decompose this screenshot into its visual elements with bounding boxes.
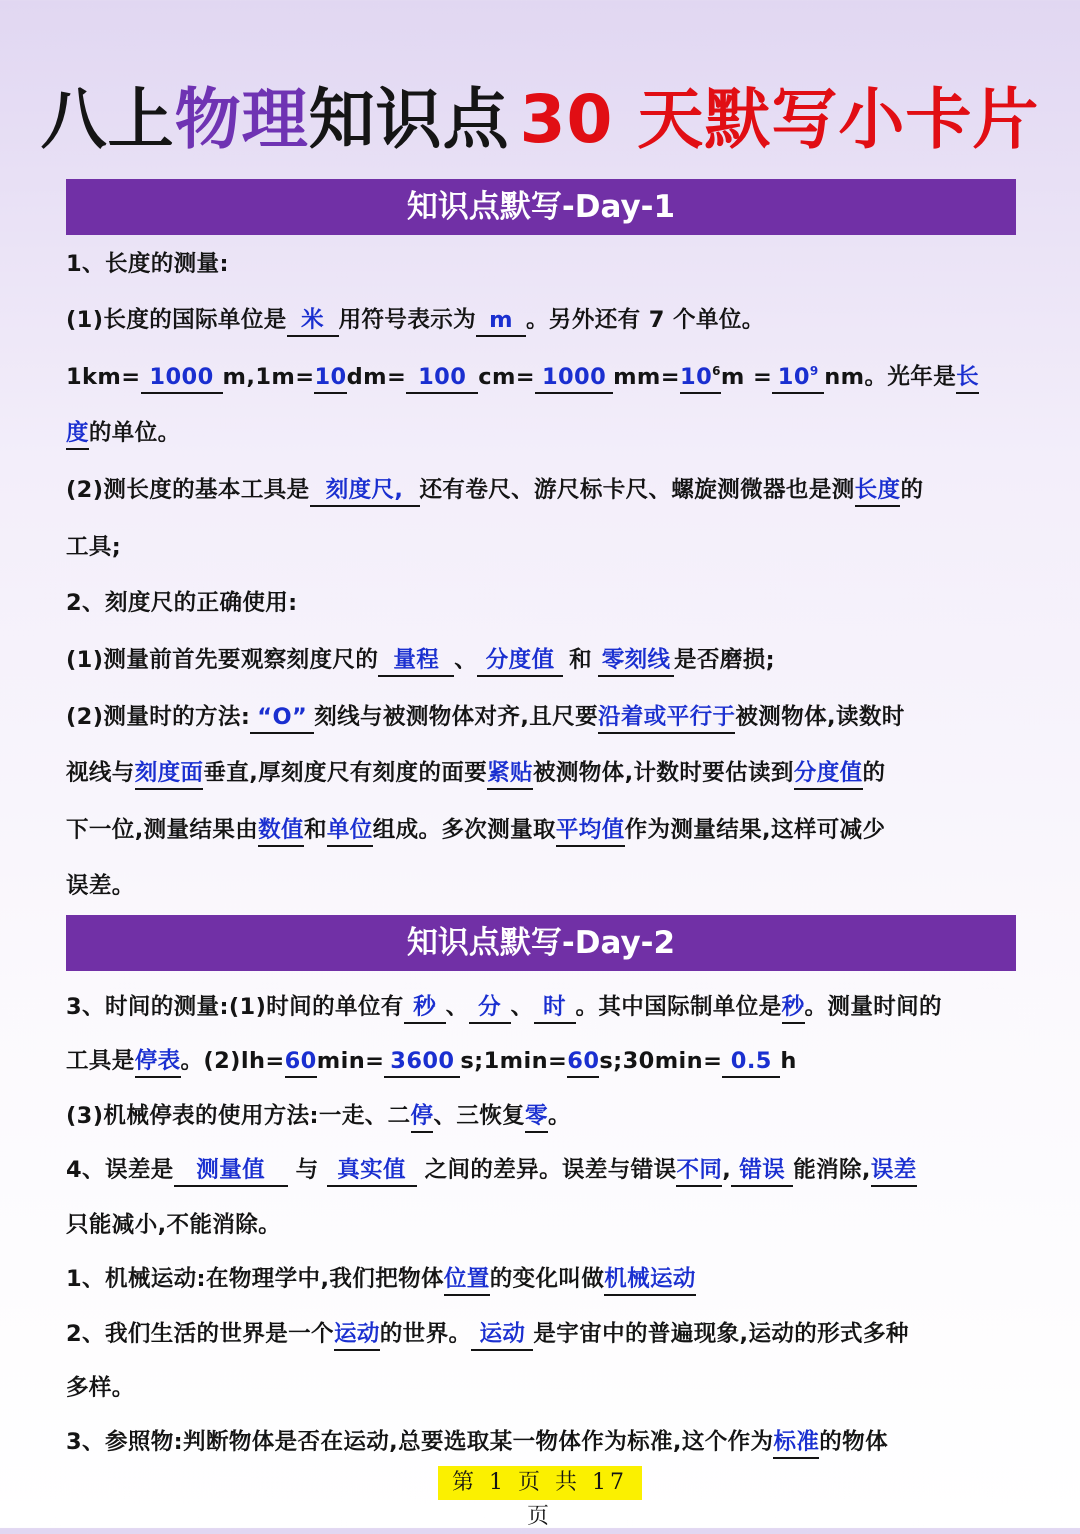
blank-answer: 0.5: [722, 1046, 780, 1078]
title-part-knowledge: 知识点: [308, 81, 510, 158]
text: s;30min=: [599, 1048, 723, 1074]
text: 刻线与被测物体对齐,且尺要: [314, 704, 598, 730]
blank-answer: 标准: [773, 1427, 819, 1459]
blank-answer: 真实值: [327, 1155, 417, 1187]
blank-answer: 紧贴: [487, 758, 533, 790]
title-part-grade: 八上: [40, 81, 175, 158]
blank-answer: 分度值: [794, 758, 863, 790]
text: 的物体: [819, 1429, 888, 1455]
exponent: 6: [712, 364, 721, 378]
text: 2、我们生活的世界是一个: [66, 1321, 334, 1347]
text: 的单位。: [88, 420, 181, 446]
blank-answer: 数值: [258, 815, 304, 847]
text: 、三恢复: [433, 1103, 526, 1129]
blank-answer: 沿着或平行于: [598, 702, 735, 734]
text: 的变化叫做: [489, 1266, 605, 1292]
text: 1、机械运动:在物理学中,我们把物体: [66, 1266, 444, 1292]
exponent: 9: [809, 364, 819, 378]
day2-line-2: [66, 1041, 1026, 1081]
day1-s2-title: 2、刻度尺的正确使用:: [66, 590, 298, 616]
section-header-day2: 知识点默写-Day-2: [66, 915, 1016, 971]
text: 之间的差异。误差与错误: [424, 1157, 677, 1183]
text: 是否磨损;: [674, 647, 776, 673]
text: h: [780, 1048, 797, 1074]
blank-answer: 10: [314, 362, 346, 394]
text: 视线与: [66, 760, 135, 786]
blank-answer: 零刻线: [598, 645, 674, 677]
text: 的: [862, 760, 886, 786]
day1-line-5: 工具;: [66, 534, 122, 560]
text: 是宇宙中的普遍现象,运动的形式多种: [533, 1321, 909, 1347]
blank-answer: 60: [567, 1046, 599, 1078]
text: 垂直,厚刻度尺有刻度的面要: [203, 760, 488, 786]
blank-answer: 60: [285, 1046, 317, 1078]
blank-answer: 分: [469, 992, 511, 1024]
blank-answer: 秒: [782, 992, 805, 1024]
blank-answer: 3600: [384, 1046, 460, 1078]
day1-line-4: [66, 470, 1026, 510]
blank-answer: 100: [406, 362, 478, 394]
text: 还有卷尺、游尺标卡尺、螺旋测微器也是测: [419, 477, 855, 503]
text: m,1m=: [222, 364, 315, 390]
blank-answer: 停表: [135, 1046, 181, 1078]
text: 。另外还有 7 个单位。: [526, 307, 765, 333]
text: 3、时间的测量:(1)时间的单位有: [66, 994, 404, 1020]
text: 下一位,测量结果由: [66, 817, 259, 843]
text: 。: [547, 1103, 571, 1129]
text: 1km=: [66, 364, 141, 390]
text: m =: [720, 364, 773, 390]
day2-line-8: 多样。: [66, 1375, 135, 1401]
text: 4、误差是: [66, 1157, 174, 1183]
text: 作为测量结果,这样可减少: [624, 817, 886, 843]
text: min=: [316, 1048, 385, 1074]
day1-line-6: [66, 640, 1026, 680]
blank-answer: 停: [411, 1101, 434, 1133]
page-title: [0, 80, 1080, 160]
blank-answer: 度: [66, 418, 89, 450]
text: 。(2)lh=: [180, 1048, 285, 1074]
text: 。测量时间的: [804, 994, 942, 1020]
section-header-day1: 知识点默写-Day-1: [66, 179, 1016, 235]
text: 10: [777, 364, 810, 390]
day1-line-3: [66, 413, 1026, 453]
day1-line-9: [66, 810, 1026, 850]
text: 工具是: [66, 1048, 135, 1074]
blank-answer: m: [476, 305, 526, 337]
text: 的: [900, 477, 924, 503]
text: 、: [454, 647, 478, 673]
day1-line-10: 误差。: [66, 873, 135, 899]
day2-line-9: [66, 1422, 1026, 1462]
text: 10: [680, 364, 713, 390]
day1-line-2: [66, 357, 1026, 397]
text: ,: [722, 1157, 732, 1183]
blank-answer: 长度: [855, 475, 901, 507]
text: 能消除,: [793, 1157, 871, 1183]
day2-line-1: [66, 987, 1026, 1027]
day1-line-7: [66, 697, 1026, 737]
blank-answer: 1000: [141, 362, 223, 394]
blank-answer: 刻度尺,: [310, 475, 420, 507]
blank-answer: 秒: [404, 992, 446, 1024]
day2-line-3: [66, 1096, 1026, 1136]
text: 被测物体,读数时: [735, 704, 905, 730]
blank-answer: 米: [287, 305, 339, 337]
blank-answer: 不同: [676, 1155, 722, 1187]
text: 和: [303, 817, 327, 843]
text: 组成。多次测量取: [372, 817, 556, 843]
blank-answer: 测量值: [174, 1155, 288, 1187]
day2-line-5: 只能减小,不能消除。: [66, 1212, 282, 1238]
text: 。其中国际制单位是: [575, 994, 782, 1020]
title-part-cards: 30 天默写小卡片: [519, 81, 1040, 158]
blank-answer: 运动: [471, 1319, 533, 1351]
text: dm=: [346, 364, 407, 390]
blank-answer: 错误: [731, 1155, 793, 1187]
text: 、: [510, 994, 534, 1020]
text: (1)长度的国际单位是: [66, 307, 287, 333]
blank-answer: 位置: [444, 1264, 490, 1296]
blank-answer: 运动: [334, 1319, 380, 1351]
blank-answer: 时: [534, 992, 576, 1024]
text: 和: [569, 647, 593, 673]
day2-line-4: [66, 1150, 1026, 1190]
blank-answer: 误差: [871, 1155, 917, 1187]
blank-answer: 单位: [327, 815, 373, 847]
text: (2)测长度的基本工具是: [66, 477, 310, 503]
day1-line-8: [66, 753, 1026, 793]
title-part-subject: 物理: [174, 81, 309, 158]
blank-answer: 刻度面: [135, 758, 204, 790]
text: 3、参照物:判断物体是否在运动,总要选取某一物体作为标准,这个作为: [66, 1429, 774, 1455]
text: 、: [445, 994, 469, 1020]
text: cm=: [478, 364, 536, 390]
blank-answer: 1000: [535, 362, 613, 394]
text: (1)测量前首先要观察刻度尺的: [66, 647, 379, 673]
text: 的世界。: [379, 1321, 472, 1347]
text: 被测物体,计数时要估读到: [532, 760, 794, 786]
day1-s1-title: 1、长度的测量:: [66, 251, 229, 277]
text: s;1min=: [460, 1048, 568, 1074]
blank-answer: “O”: [250, 702, 314, 734]
blank-answer: 分度值: [477, 645, 563, 677]
text: nm。光年是: [824, 364, 957, 390]
blank-answer: 机械运动: [604, 1264, 696, 1296]
blank-answer: 量程: [378, 645, 454, 677]
text: mm=: [613, 364, 681, 390]
blank-answer: 长: [956, 362, 979, 394]
day2-line-7: [66, 1314, 1026, 1354]
blank-answer: [772, 362, 824, 394]
text: (2)测量时的方法:: [66, 704, 251, 730]
blank-answer: 平均值: [556, 815, 625, 847]
blank-answer: 零: [525, 1101, 548, 1133]
text: 用符号表示为: [338, 307, 477, 333]
blank-answer: [680, 362, 721, 394]
page-number: 第 1 页 共 17 页: [438, 1466, 642, 1500]
text: 与: [295, 1157, 319, 1183]
day2-line-6: [66, 1259, 1026, 1299]
day1-line-1: [66, 300, 1026, 340]
text: (3)机械停表的使用方法:一走、二: [66, 1103, 411, 1129]
